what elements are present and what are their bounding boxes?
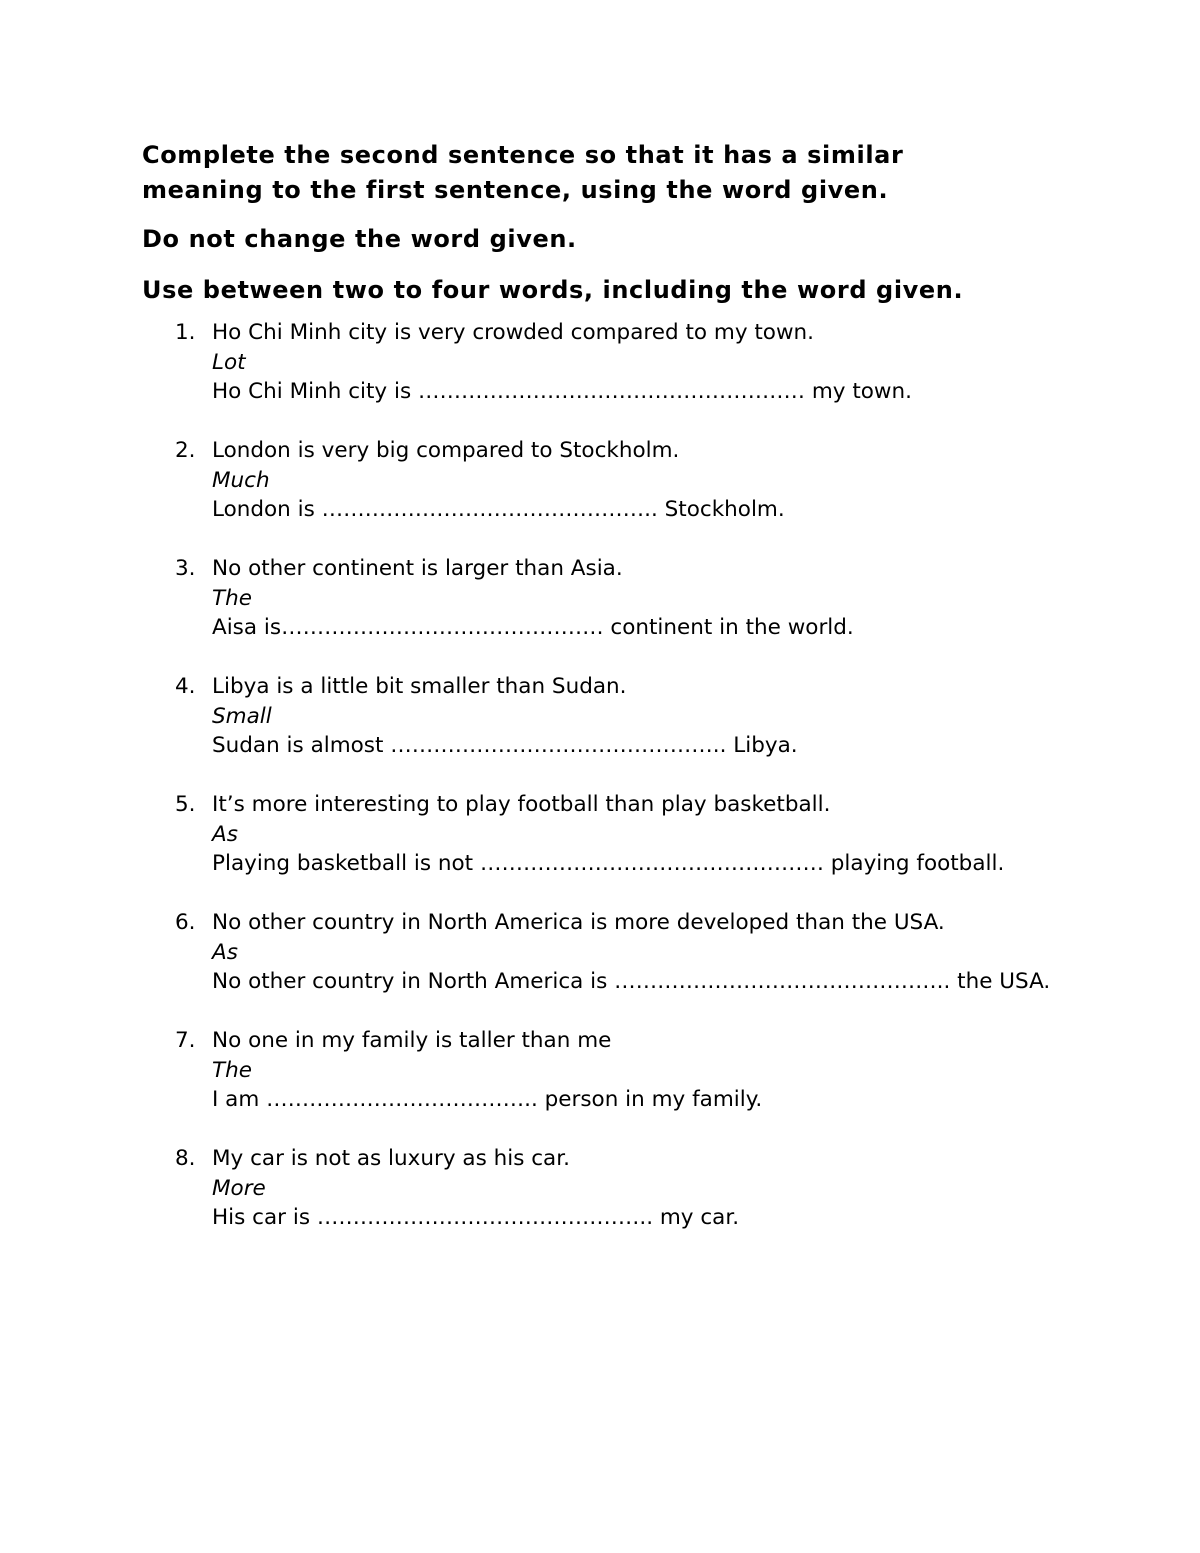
exercise-item-6 bbox=[142, 908, 1077, 997]
instruction-main: Complete the second sentence so that it has a similar meaning to the first sentence, using the word given. bbox=[142, 141, 904, 204]
exercise-keyword: As bbox=[212, 821, 238, 847]
worksheet-page bbox=[142, 138, 1077, 1262]
instruction-word-count: Use between two to four words, including the word given. bbox=[142, 276, 964, 304]
exercise-number: 3. bbox=[175, 556, 196, 581]
exercise-number: 7. bbox=[175, 1028, 196, 1053]
exercise-number: 6. bbox=[175, 910, 196, 935]
exercise-prompt: His car is ……………………………………….. my car. bbox=[212, 1205, 740, 1230]
exercise-prompt: I am ……………………………….. person in my family. bbox=[212, 1087, 763, 1112]
exercise-prompt: No other country in North America is ……………………………………….. the USA. bbox=[212, 969, 1051, 994]
exercise-sentence: London is very big compared to Stockholm. bbox=[212, 438, 680, 463]
exercise-item-4 bbox=[142, 672, 1077, 761]
exercise-sentence: Libya is a little bit smaller than Sudan. bbox=[212, 674, 627, 699]
exercise-sentence: No other country in North America is more developed than the USA. bbox=[212, 910, 945, 935]
exercise-sentence: My car is not as luxury as his car. bbox=[212, 1146, 570, 1171]
exercise-prompt: Playing basketball is not ………………………………………… playing football. bbox=[212, 851, 1005, 876]
exercise-keyword: Lot bbox=[212, 349, 246, 375]
exercise-sentence: Ho Chi Minh city is very crowded compared to my town. bbox=[212, 320, 814, 345]
exercise-item-8 bbox=[142, 1144, 1077, 1233]
exercise-prompt: Ho Chi Minh city is ……………………………………………… my town. bbox=[212, 379, 912, 404]
exercise-keyword: More bbox=[212, 1175, 266, 1201]
exercise-item-2 bbox=[142, 436, 1077, 525]
exercise-sentence: No other continent is larger than Asia. bbox=[212, 556, 623, 581]
exercise-number: 5. bbox=[175, 792, 196, 817]
exercise-prompt: Aisa is……………………………………… continent in the world. bbox=[212, 615, 854, 640]
exercise-number: 4. bbox=[175, 674, 196, 699]
instruction-do-not-change: Do not change the word given. bbox=[142, 225, 577, 253]
exercise-prompt: Sudan is almost ……………………………………….. Libya. bbox=[212, 733, 798, 758]
exercise-number: 2. bbox=[175, 438, 196, 463]
exercise-item-3 bbox=[142, 554, 1077, 643]
exercise-number: 1. bbox=[175, 320, 196, 345]
exercise-item-7 bbox=[142, 1026, 1077, 1115]
exercise-number: 8. bbox=[175, 1146, 196, 1171]
exercise-prompt: London is ……………………………………….. Stockholm. bbox=[212, 497, 785, 522]
exercise-item-1 bbox=[142, 318, 1077, 407]
exercise-item-5 bbox=[142, 790, 1077, 879]
exercise-sentence: It’s more interesting to play football than play basketball. bbox=[212, 792, 831, 817]
exercise-keyword: The bbox=[212, 1057, 252, 1083]
exercise-keyword: Much bbox=[212, 467, 270, 493]
exercise-keyword: The bbox=[212, 585, 252, 611]
exercise-list bbox=[142, 318, 1077, 1233]
exercise-sentence: No one in my family is taller than me bbox=[212, 1028, 612, 1053]
exercise-keyword: As bbox=[212, 939, 238, 965]
exercise-keyword: Small bbox=[212, 703, 272, 729]
